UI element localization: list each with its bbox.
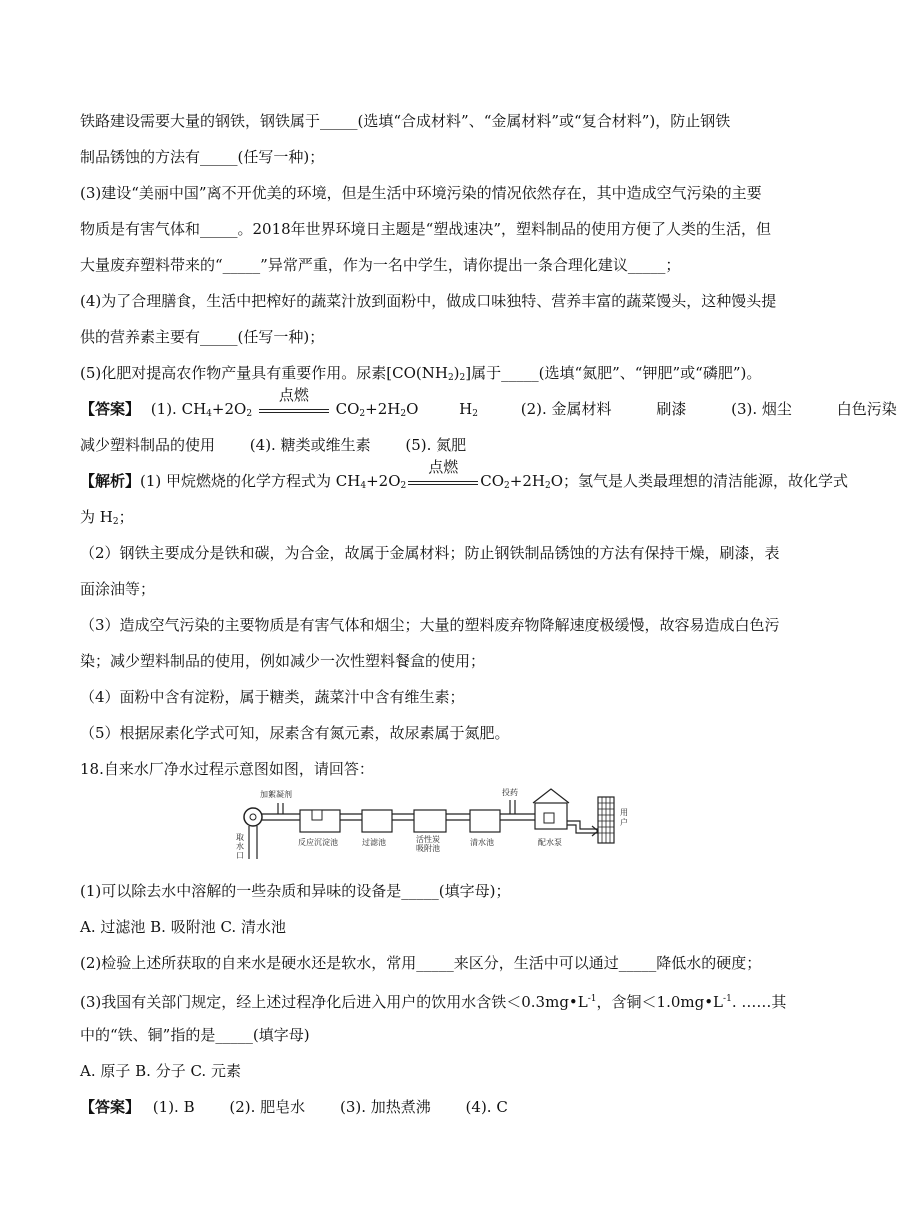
q18-answer-1: (1). B	[152, 1098, 195, 1116]
q18-sub-3-options: A. 原子 B. 分子 C. 元素	[80, 1062, 241, 1080]
equals-line-bottom	[259, 412, 329, 413]
q18-sub-3-sup1: -1	[587, 994, 597, 1004]
dose-label: 投药	[502, 788, 518, 797]
eq-o: +2O	[211, 400, 247, 418]
q17-line-8-c: ]属于_____(选填“氮肥”、“钾肥”或“磷肥”)。	[465, 364, 762, 382]
analysis-line-4: 面涂油等；	[80, 580, 156, 598]
q18-sub-3-sup2: -1	[723, 994, 732, 1004]
eq-o-sub: 2	[246, 409, 253, 419]
reaction-condition	[259, 386, 329, 420]
q17-line-5: 大量废弃塑料带来的“_____”异常严重，作为一名中学生，请你提出一条合理化建议_____；	[80, 256, 681, 274]
q18-sub-2: (2)检验上述所获取的自来水是硬水还是软水，常用_____来区分，生活中可以通过_____降低水的硬度；	[80, 954, 762, 972]
q17-line-4: 物质是有害气体和_____。2018年世界环境日主题是“塑战速决”，塑料制品的使用方便了人类的生活，但	[80, 220, 772, 238]
answer-label: 【答案】	[80, 400, 141, 418]
q17-line-8-sub: 2	[447, 373, 454, 383]
answer-part-2: (2). 金属材料	[520, 400, 612, 418]
coagulant-label: 加絮凝剂	[260, 790, 292, 799]
analysis-l2-b: ；	[118, 508, 134, 526]
answer-h2	[459, 400, 478, 418]
coagulant-pipe	[278, 803, 283, 814]
q17-line-8-b: )	[453, 364, 460, 382]
h2-text: H	[459, 400, 473, 418]
water-purification-diagram	[230, 785, 635, 865]
intake-label-char-2: 水	[236, 842, 244, 851]
q18-answer	[80, 1096, 508, 1118]
intake-wheel-hub-icon	[250, 814, 256, 820]
eq-o2: O	[406, 400, 419, 418]
q18-sub-3	[80, 988, 786, 1010]
dosing-pipe	[500, 800, 535, 820]
answer-part-2b: 刷漆	[656, 400, 687, 418]
analysis-l1-e: O；氢气是人类最理想的清洁能源，故化学式	[550, 472, 849, 490]
analysis-condition-text: 点燃	[428, 458, 459, 476]
analysis-label: 【解析】	[80, 472, 141, 490]
q17-answer-line-2	[80, 434, 466, 456]
q18-stem: 18.自来水厂净水过程示意图如图，请回答：	[80, 760, 374, 778]
intake-pipe	[249, 826, 257, 859]
q17-line-8	[80, 362, 761, 384]
q18-sub-3-b: ，含铜＜1.0mg•L	[596, 993, 724, 1011]
equation-lhs	[182, 400, 252, 418]
filter-label: 过滤池	[362, 838, 386, 847]
q18-answer-4: (4). C	[465, 1098, 508, 1116]
adsorb-label-1: 活性炭	[416, 835, 440, 844]
analysis-line-5: （3）造成空气污染的主要物质是有害气体和烟尘；大量的塑料废弃物降解速度极缓慢，故容易造成白色污	[80, 616, 780, 634]
analysis-line-2	[80, 506, 134, 528]
analysis-l1-b: +2O	[366, 472, 401, 490]
answer-part-3b: 白色污染	[836, 400, 897, 418]
adsorb-label-2: 吸附池	[416, 844, 440, 853]
analysis-line-3: （2）钢铁主要成分是铁和碳，为合金，故属于金属材料；防止钢铁制品锈蚀的方法有保持干燥，刷漆，表	[80, 544, 780, 562]
analysis-line-8: （5）根据尿素化学式可知，尿素含有氮元素，故尿素属于氮肥。	[80, 724, 510, 742]
user-label-char-1: 用	[620, 808, 628, 817]
sediment-label: 反应沉淀池	[298, 838, 338, 847]
intake-label-char-1: 取	[236, 833, 244, 842]
analysis-l1-sub3: 2	[504, 481, 510, 491]
q17-line-8-a: (5)化肥对提高农作物产量具有重要作用。尿素[CO(NH	[80, 364, 448, 382]
analysis-l2-a: 为 H	[80, 508, 113, 526]
eq-h-sub: 2	[400, 409, 407, 419]
q18-sub-1-options: A. 过滤池 B. 吸附池 C. 清水池	[80, 918, 286, 936]
h2-sub: 2	[472, 409, 478, 419]
analysis-l2-sub: 2	[112, 517, 119, 527]
analysis-equals-top	[408, 481, 478, 482]
condition-text: 点燃	[278, 386, 309, 404]
answer-part-3: (3). 烟尘	[731, 400, 792, 418]
q17-line-2: 制品锈蚀的方法有_____(任写一种)；	[80, 148, 325, 166]
q17-line-8-sub2: 2	[459, 373, 466, 383]
q18-sub-3-line-2: 中的“铁、铜”指的是_____(填字母)	[80, 1026, 310, 1044]
filter-tank	[362, 810, 392, 832]
q17-line-6: (4)为了合理膳食，生活中把榨好的蔬菜汁放到面粉中，做成口味独特、营养丰富的蔬菜馒头，这种馒头提	[80, 292, 777, 310]
sediment-tank-inner	[312, 810, 322, 820]
user-label-char-2: 户	[620, 818, 628, 827]
answer-reduce-plastic: 减少塑料制品的使用	[80, 436, 216, 454]
eq-h: +2H	[365, 400, 401, 418]
answer-part-4: (4). 糖类或维生素	[249, 436, 371, 454]
pump-label: 配水泵	[538, 838, 562, 847]
analysis-line-1	[80, 458, 849, 492]
eq-ch: CH	[181, 400, 207, 418]
intake-label-char-3: 口	[236, 851, 244, 860]
clear-label: 清水池	[470, 838, 494, 847]
intake-wheel-icon	[244, 808, 262, 826]
analysis-l1-sub4: 2	[544, 481, 551, 491]
q17-line-1: 铁路建设需要大量的钢铁，钢铁属于_____(选填“合成材料”、“金属材料”或“复合材料”)，防止钢铁	[80, 112, 731, 130]
q18-answer-label: 【答案】	[80, 1098, 141, 1116]
analysis-l1-sub2: 2	[400, 481, 407, 491]
pump-roof	[533, 789, 569, 803]
equals-line-top	[259, 409, 329, 410]
q18-answer-3: (3). 加热煮沸	[339, 1098, 431, 1116]
analysis-l1-c: CO	[480, 472, 505, 490]
equation-rhs	[336, 400, 419, 418]
q18-sub-1: (1)可以除去水中溶解的一些杂质和异味的设备是_____(填字母)；	[80, 882, 511, 900]
analysis-reaction-condition	[408, 458, 478, 492]
q17-answer-line-1	[80, 386, 897, 420]
pump-window	[544, 813, 554, 823]
q17-line-3: (3)建设“美丽中国”离不开优美的环境，但是生活中环境污染的情况依然存在，其中造成空气污染的主要	[80, 184, 762, 202]
analysis-line-6: 染；减少塑料制品的使用，例如减少一次性塑料餐盒的使用；	[80, 652, 486, 670]
adsorb-tank	[414, 810, 446, 832]
q18-answer-2: (2). 肥皂水	[229, 1098, 306, 1116]
analysis-line-7: （4）面粉中含有淀粉，属于糖类，蔬菜汁中含有维生素；	[80, 688, 465, 706]
clear-water-tank	[470, 810, 500, 832]
eq-co-sub: 2	[359, 409, 366, 419]
answer-part-5: (5). 氮肥	[405, 436, 467, 454]
eq-co: CO	[335, 400, 360, 418]
analysis-l1-a: (1) 甲烷燃烧的化学方程式为 CH	[140, 472, 361, 490]
analysis-l1-d: +2H	[509, 472, 545, 490]
analysis-l1-sub1: 4	[360, 481, 367, 491]
q18-sub-3-c: . ……其	[731, 993, 787, 1011]
q17-line-7: 供的营养素主要有_____(任写一种)；	[80, 328, 325, 346]
answer-part-1-num: (1).	[150, 400, 177, 418]
user-arrow-icon	[592, 826, 598, 836]
q18-sub-3-a: (3)我国有关部门规定，经上述过程净化后进入用户的饮用水含铁＜0.3mg•L	[80, 993, 588, 1011]
analysis-equals-bottom	[408, 484, 478, 485]
eq-ch-sub: 4	[206, 409, 212, 419]
